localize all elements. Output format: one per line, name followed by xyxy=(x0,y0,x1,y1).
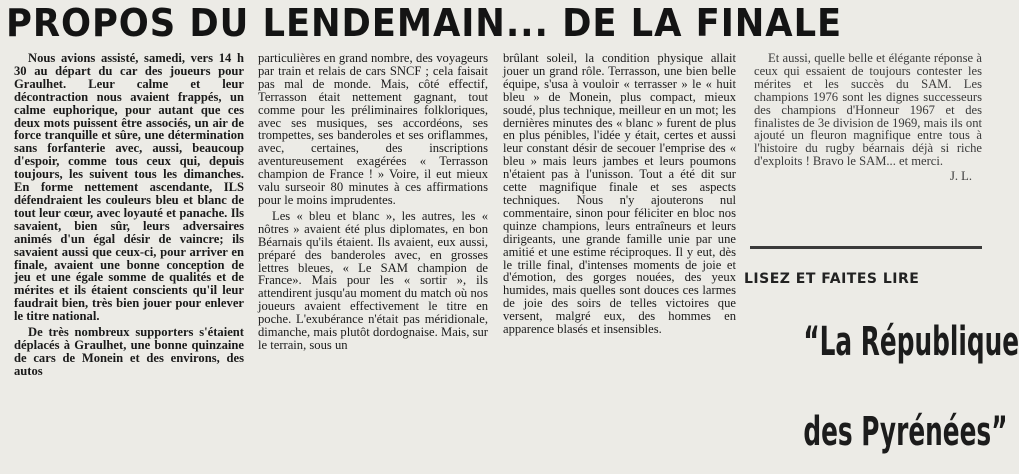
paragraph: Les « bleu et blanc », les autres, les « nôtres » avaient été plus diplomates, en bon Béarnais qu'ils étaient. Ils avaient, eux aussi, préparé des banderoles avec, en grosses lettres bleues, « Le SAM champion de France». Mais pour les « sortir », ils attendirent jusqu'au moment du match où nos joueurs avaient effectivement le titre en poche. L'exubérance n'était pas méridionale, dimanche, mais plutôt dordognaise. Mais, sur le terrain, sous un xyxy=(258,208,488,352)
divider-rule xyxy=(750,246,982,249)
ad-tagline: LISEZ ET FAITES LIRE xyxy=(744,271,920,287)
article-column-1 xyxy=(14,52,244,472)
paragraph: De très nombreux supporters s'étaient déplacés à Graulhet, une bonne quinzaine de cars de Monein et des environs, des autos xyxy=(14,325,244,378)
paragraph: brûlant soleil, la condition physique allait jouer un grand rôle. Terrasson, une bien belle équipe, s'usa à vouloir « terrasser » le « huit bleu » de Monein, plus compact, mieux soudé, plus technique, meilleur en un mot; les dernières minutes des « blanc » furent de plus en plus pénibles, l'idée y était, certes et aussi leur constant désir de secouer l'emprise des « bleu » mais leurs jambes et leurs poumons n'étaient pas à l'unisson. Tout a été dit sur cette magnifique finale et ses aspects techniques. Nous n'y ajouterons nul commentaire, sinon pour féliciter en bloc nos quinze champions, leurs entraîneurs et leurs dirigeants, une grande famille unie par une amitié et une estime réciproques. Il y eut, dès le trille final, d'intenses moments de joie et d'émotion, des gorges nouées, des yeux humides, mais quelles sont douces ces larmes de joie des soirs de telles victoires que versent, malgré eux, des hommes en apparence blasés et insensibles. xyxy=(503,51,736,337)
ad-title-line-2: des Pyrénées” xyxy=(803,409,1008,455)
article-column-3 xyxy=(503,52,736,472)
author-signature: J. L. xyxy=(949,169,972,184)
paragraph: Nous avions assisté, samedi, vers 14 h 30 au départ du car des joueurs pour Graulhet. Leur calme et leur décontraction nous avaient frappés, un calme euphorique, pour autant que ces deux mots puissent être associés, un air de force tranquille et sûre, une détermination sans forfanterie avec, aussi, beaucoup d'espoir, comme tous ceux qui, depuis toujours, les suivent tous les dimanches. En forme nettement ascendante, ILS défendraient les couleurs bleu et blanc de tout leur cœur, avec loyauté et panache. Ils savaient, bien sûr, leurs adversaires animés d'un égal désir de vaincre; ils savaient aussi que ceux-ci, pour arriver en finale, avaient une bonne conception de jeu et une égale somme de qualités et de mérites et ils étaient conscients qu'il leur faudrait bien, très bien jouer pour enlever le titre national. xyxy=(14,51,244,324)
paragraph: particulières en grand nombre, des voyageurs par train et relais de cars SNCF ; cela faisait pas mal de monde. Mais, côté effectif, Terrasson était nettement gagnant, tout comme pour les préliminaires folkloriques, avec ses musiques, ses accordéons, ses trompettes, ses banderoles et ses oriflammes, avec, certaines, des inscriptions aventureusement exagérées « Terrasson champion de France ! » Voire, il eut mieux valu surseoir 80 minutes à ces affirmations pour le moins imprudentes. xyxy=(258,51,488,207)
headline: PROPOS DU LENDEMAIN... DE LA FINALE xyxy=(6,1,843,45)
ad-title-line-1: “La République xyxy=(803,319,1019,365)
article-column-2 xyxy=(258,52,488,472)
article-column-4 xyxy=(754,52,982,242)
paragraph: Et aussi, quelle belle et élégante réponse à ceux qui essaient de toujours contester les mérites et les succès du SAM. Les champions 1976 sont les dignes successeurs des champions d'Honneur 1967 et des finalistes de 3e division de 1969, mais ils ont ajouté un fleuron magnifique entre tous à l'histoire du rugby béarnais déjà si riche d'exploits ! Bravo le SAM... et merci. xyxy=(754,51,982,169)
